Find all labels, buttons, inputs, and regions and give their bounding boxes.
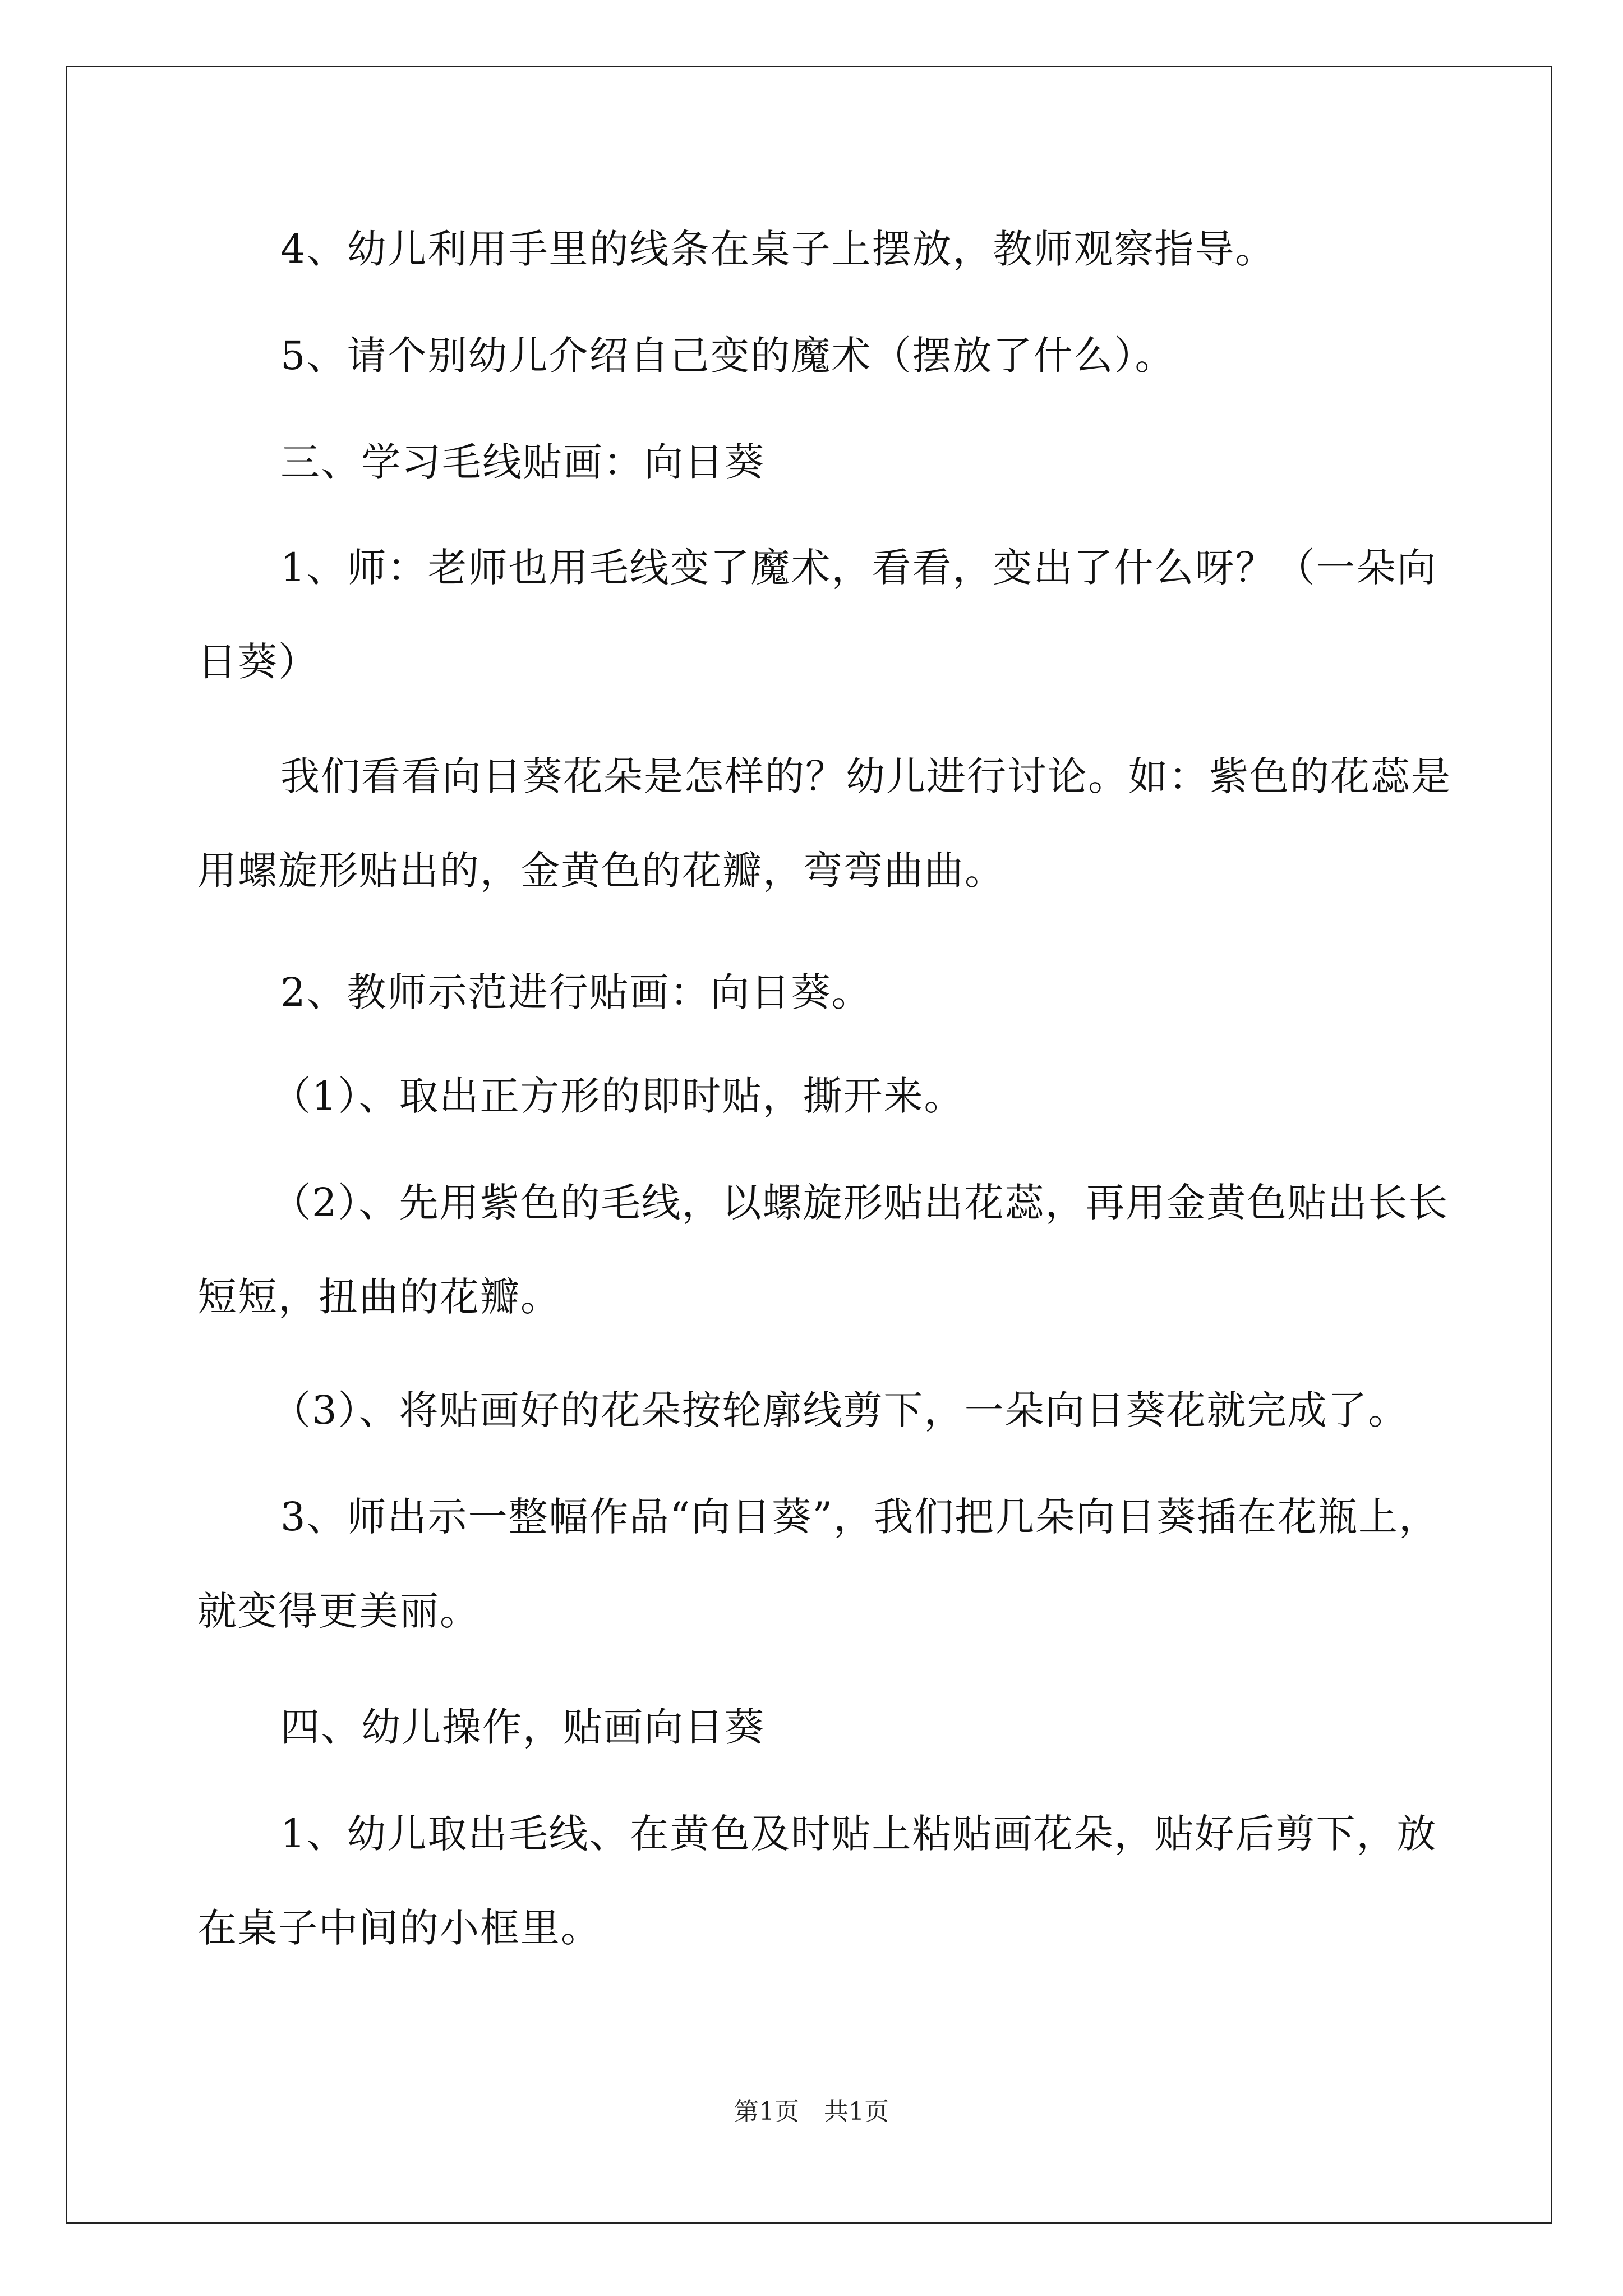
section-heading-11: 四、幼儿操作，贴画向日葵	[280, 1704, 765, 1750]
paragraph-7: （1）、取出正方形的即时贴，撕开来。	[271, 1073, 965, 1119]
paragraph-9: （3）、将贴画好的花朵按轮廓线剪下，一朵向日葵花就完成了。	[271, 1387, 1409, 1433]
page-footer: 第1页 共1页	[734, 2097, 889, 2126]
paragraph-8: （2）、先用紫色的毛线，以螺旋形贴出花蕊，再用金黄色贴出长长短短，扭曲的花瓣。	[197, 1180, 1449, 1320]
paragraph-12: 1、幼儿取出毛线、在黄色及时贴上粘贴画花朵，贴好后剪下，放在桌子中间的小框里。	[197, 1811, 1437, 1951]
paragraph-5: 我们看看向日葵花朵是怎样的？幼儿进行讨论。如：紫色的花蕊是用螺旋形贴出的，金黄色的花瓣，弯弯曲曲。	[197, 753, 1451, 894]
paragraph-6: 2、教师示范进行贴画：向日葵。	[280, 969, 872, 1015]
section-heading-3: 三、学习毛线贴画：向日葵	[280, 439, 765, 485]
paragraph-2: 5、请个别幼儿介绍自己变的魔术（摆放了什么）。	[280, 333, 1175, 379]
paragraph-4: 1、师：老师也用毛线变了魔术，看看，变出了什么呀？（一朵向日葵）	[197, 545, 1437, 685]
paragraph-10: 3、师出示一整幅作品“向日葵”，我们把几朵向日葵插在花瓶上，就变得更美丽。	[197, 1494, 1440, 1634]
paragraph-1: 4、幼儿利用手里的线条在桌子上摆放，教师观察指导。	[280, 226, 1276, 272]
